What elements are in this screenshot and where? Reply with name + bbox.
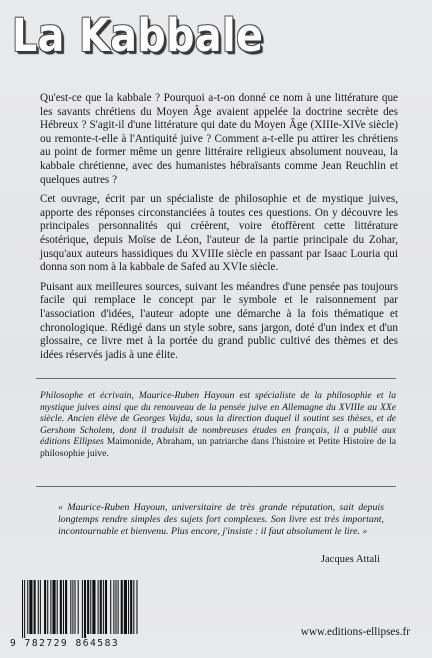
barcode-bar bbox=[27, 580, 28, 634]
blurb-paragraph-2: Cet ouvrage, écrit par un spécialiste de philosophie et de mystique juives, apporte des réponses circonstanciées à toutes ces questions. On y découvre les principales personnalités qui créèrent, voire étoffèrent cette littérature ésotérique, depuis Moïse de Léon, l'auteur de la partie principale du Zohar, jusqu'aux auteurs hassidiques du XVIIIe siècle en passant par Isaac Louria qui donna son nom à la kabbale de Safed au XVIe siècle. bbox=[40, 193, 398, 274]
barcode-bar bbox=[90, 580, 91, 634]
barcode-bar bbox=[105, 580, 107, 634]
barcode-bar bbox=[60, 580, 62, 634]
barcode-bar bbox=[115, 580, 116, 634]
barcode-bar bbox=[130, 580, 132, 634]
divider-bottom bbox=[36, 486, 396, 487]
barcode-bar bbox=[118, 580, 119, 634]
divider-top bbox=[36, 378, 396, 379]
barcode-bar bbox=[44, 580, 46, 634]
barcode-bar bbox=[22, 580, 23, 638]
blurb bbox=[40, 92, 398, 368]
barcode-bar bbox=[133, 580, 134, 634]
publisher-website[interactable]: www.editions-ellipses.fr bbox=[300, 626, 410, 638]
barcode-bar bbox=[63, 580, 64, 634]
barcode-bar bbox=[52, 580, 55, 634]
barcode-bar bbox=[84, 580, 86, 638]
barcode-bar bbox=[34, 580, 36, 634]
barcode-bar bbox=[113, 580, 114, 634]
barcode-bar bbox=[65, 580, 67, 634]
barcode-bar bbox=[92, 580, 95, 634]
barcode-bar bbox=[121, 580, 123, 634]
barcode-bar bbox=[38, 580, 39, 634]
book-title: La Kabbale bbox=[12, 9, 264, 62]
barcode-bar bbox=[24, 580, 25, 638]
quote-author: Jacques Attali bbox=[320, 554, 380, 565]
barcode-bar bbox=[124, 580, 127, 634]
barcode-bar bbox=[87, 580, 89, 634]
barcode-bar bbox=[29, 580, 32, 634]
barcode-bar bbox=[50, 580, 51, 634]
barcode-bar bbox=[98, 580, 99, 634]
isbn-number: 9 782729 864583 bbox=[10, 638, 120, 649]
blurb-paragraph-1: Qu'est-ce que la kabbale ? Pourquoi a-t-on donné ce nom à une littérature que les savants chrétiens du Moyen Âge avaient appelée la doctrine secrète des Hébreux ? S'agit-il d'une littérature qui date du Moyen Âge (XIIIe-XIVe siècle) ou remonte-t-elle à l'Antiquité juive ? Comment a-t-elle pu attirer les chrétiens au point de former même un genre littéraire religieux absolument nouveau, la kabbale chrétienne, avec des humanistes hébraïsants comme Jean Reuchlin et quelques autres ? bbox=[40, 92, 398, 186]
press-quote: « Maurice-Ruben Hayoun, universitaire de très grande réputation, sait depuis longtemps rendre simples des sujets fort complexes. Son livre est très important, incontournable et bienvenu. Plus encore, j'insiste : il faut absolument le lire. » bbox=[58, 502, 384, 538]
barcode-bar bbox=[82, 580, 83, 638]
author-bio-works: Maimonide, Abraham, un patriarche dans l'histoire et Petite Histoire de la philosophie juive. bbox=[40, 436, 396, 459]
barcode-bars-icon bbox=[10, 578, 144, 638]
barcode-bar bbox=[100, 580, 102, 634]
barcode-bar bbox=[136, 580, 137, 634]
barcode-bar bbox=[57, 580, 58, 634]
barcode-bar bbox=[70, 580, 71, 634]
author-bio-text: Philosophe et écrivain, Maurice-Ruben Hayoun est spécialiste de la philosophie et la mystique juives ainsi que du renouveau de la pensée juive en Allemagne du XVIIIe au XXe siècle. Ancien élève de Georges Vajda, sous la direction duquel il soutint ses thèses, et de Gershom Scholem, dont il traduisit de nombreuses études en français, il a publié aux éditions Ellipses bbox=[40, 390, 396, 448]
barcode-bar bbox=[103, 580, 104, 634]
barcode-bar bbox=[40, 580, 41, 634]
barcode-bar bbox=[128, 580, 129, 634]
barcode-bar bbox=[78, 580, 79, 634]
barcode-bar bbox=[47, 580, 48, 634]
barcode-bar bbox=[72, 580, 73, 634]
barcode-bar bbox=[75, 580, 76, 634]
barcode-bar bbox=[110, 580, 111, 634]
barcode bbox=[10, 578, 144, 650]
author-bio bbox=[40, 390, 396, 460]
blurb-paragraph-3: Puisant aux meilleures sources, suivant les méandres d'une pensée pas toujours facile qui remplace le concept par le symbole et le raisonnement par l'association d'idées, l'auteur adopte une démarche à la fois thématique et chronologique. Rédigé dans un style sobre, sans jargon, doté d'un index et d'un glossaire, ce livre met à la portée du grand public cultivé des thèmes et des idées réservés jadis à une élite. bbox=[40, 280, 398, 361]
